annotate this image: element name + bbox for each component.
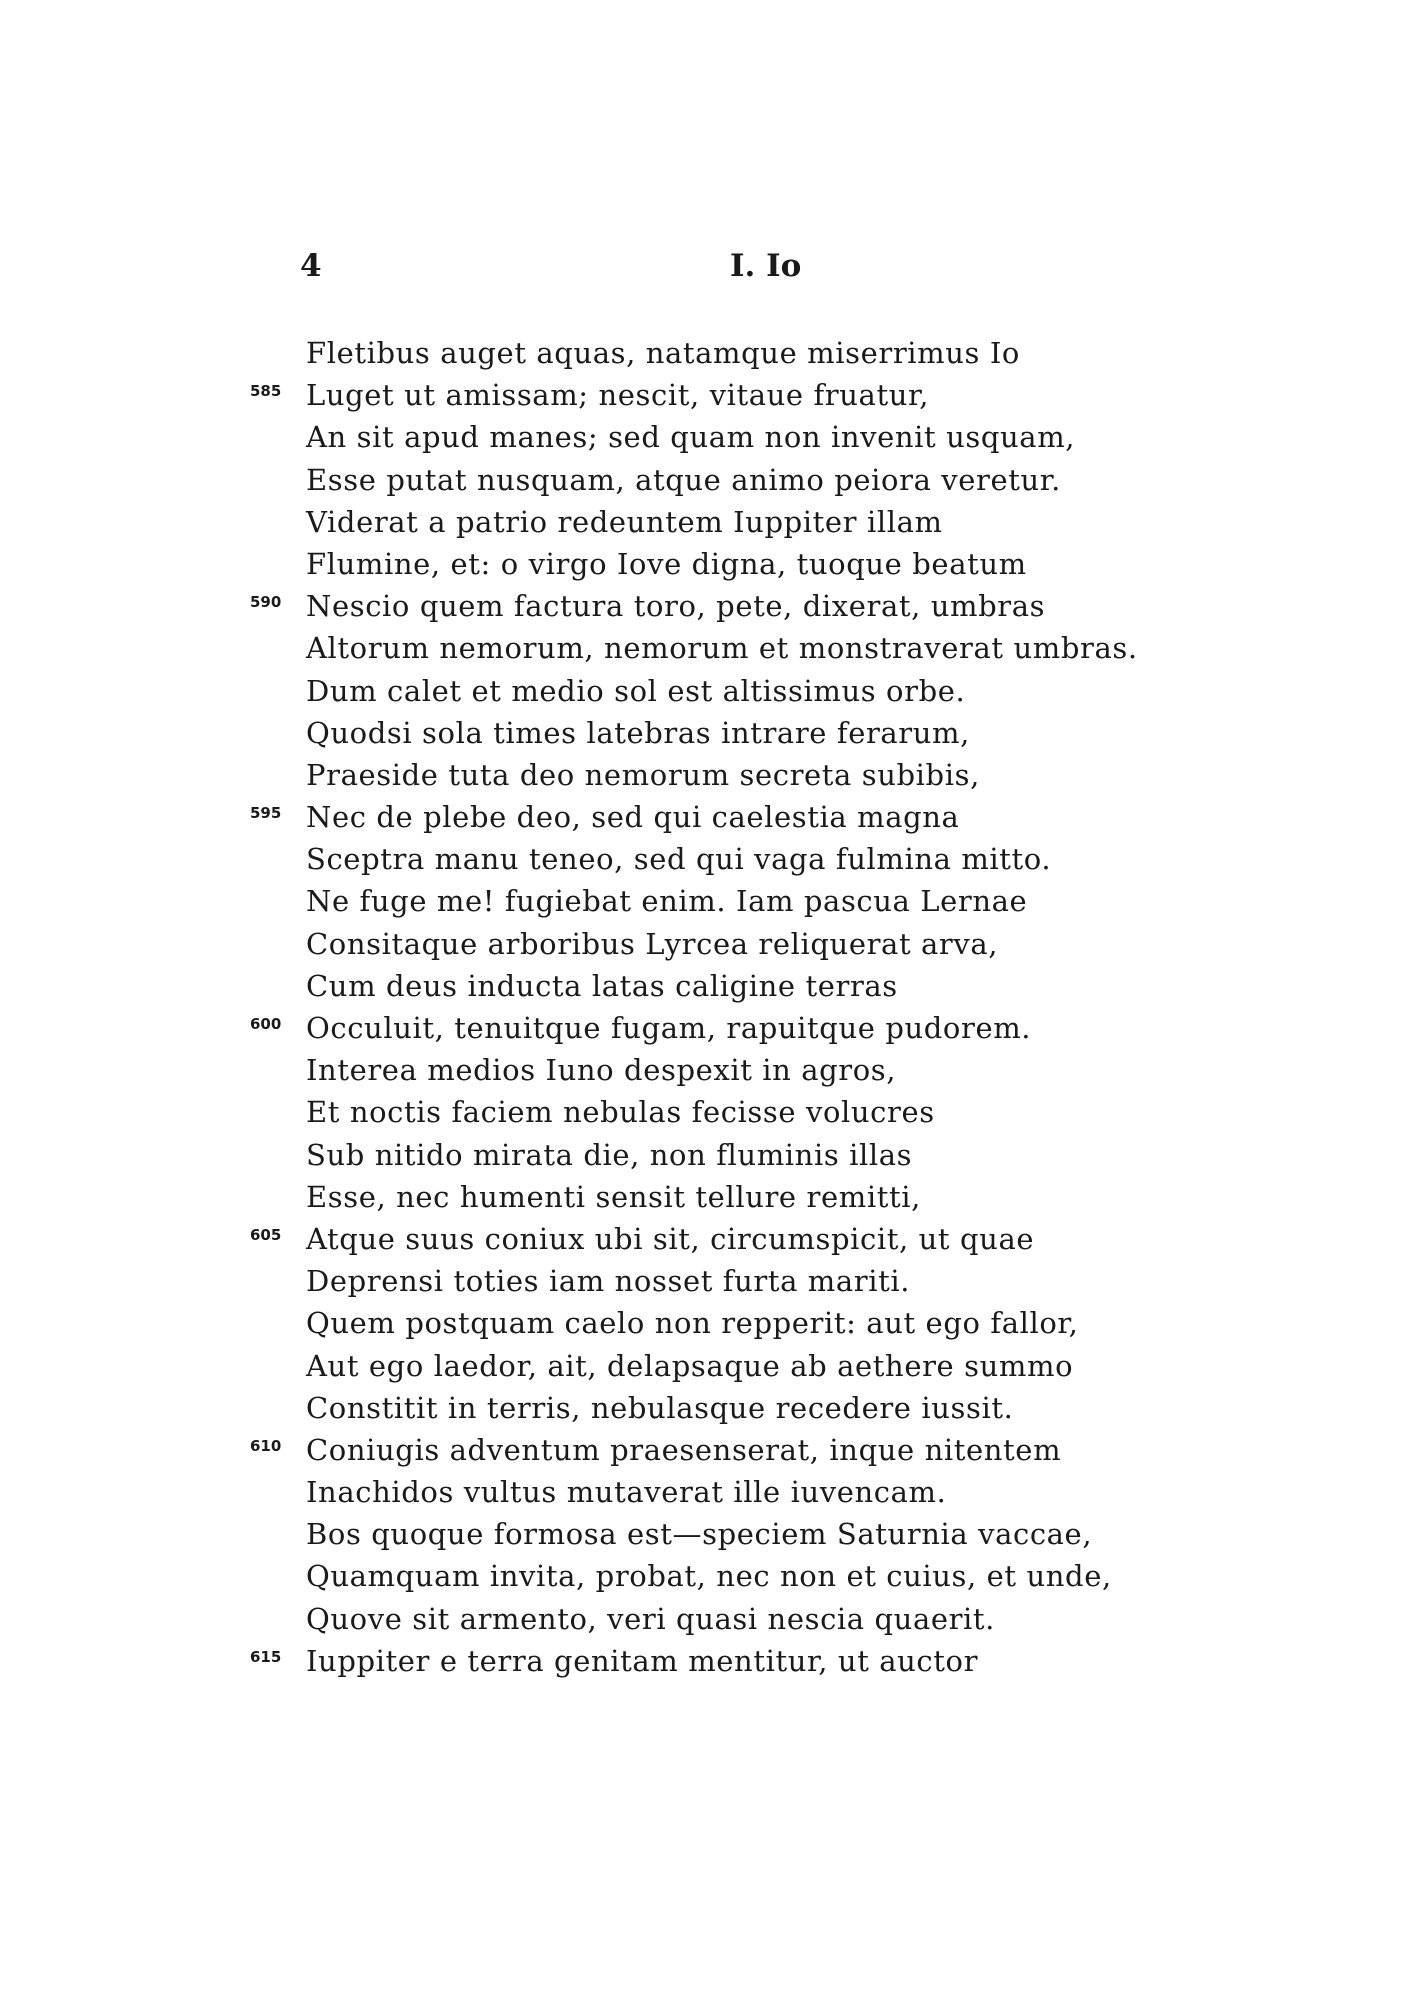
verse-list [0, 332, 1404, 1682]
page-number: 4 [300, 248, 323, 284]
verse-text: Ne fuge me! fugiebat enim. Iam pascua Lernae [306, 884, 1028, 919]
verse-line [0, 1513, 1404, 1555]
verse-line [0, 1555, 1404, 1597]
verse-line [0, 1218, 1404, 1260]
verse-text: Aut ego laedor, ait, delapsaque ab aethere summo [306, 1348, 1074, 1383]
line-number: 605 [250, 1225, 282, 1244]
verse-text: Occuluit, tenuitque fugam, rapuitque pudorem. [306, 1011, 1032, 1045]
verse-line [0, 416, 1404, 458]
verse-line [0, 1260, 1404, 1302]
verse-line [0, 1598, 1404, 1640]
verse-line [0, 1640, 1404, 1682]
verse-line [0, 627, 1404, 669]
verse-text: Nescio quem factura toro, pete, dixerat, umbras [306, 589, 1046, 624]
verse-line [0, 880, 1404, 922]
verse-text: Iuppiter e terra genitam mentitur, ut auctor [306, 1643, 979, 1678]
verse-text: Interea medios Iuno despexit in agros, [306, 1053, 897, 1088]
verse-text: Viderat a patrio redeuntem Iuppiter illam [306, 504, 943, 539]
verse-text: Coniugis adventum praesenserat, inque nitentem [306, 1432, 1062, 1467]
verse-text: Cum deus inducta latas caligine terras [306, 968, 898, 1003]
verse-text: Praeside tuta deo nemorum secreta subibis, [306, 757, 980, 792]
line-number: 615 [250, 1647, 282, 1666]
verse-text: Inachidos vultus mutaverat ille iuvencam. [306, 1475, 947, 1510]
verse-line [0, 1471, 1404, 1513]
line-number: 600 [250, 1015, 282, 1033]
verse-text: An sit apud manes; sed quam non invenit usquam, [306, 420, 1076, 455]
verse-line [0, 1049, 1404, 1091]
verse-line [0, 712, 1404, 754]
line-number: 595 [250, 804, 282, 823]
verse-text: Esse, nec humenti sensit tellure remitti, [306, 1179, 921, 1214]
verse-text: Atque suus coniux ubi sit, circumspicit, ut quae [306, 1221, 1035, 1256]
verse-line [0, 374, 1404, 416]
verse-text: Et noctis faciem nebulas fecisse volucres [306, 1095, 935, 1130]
verse-text: Luget ut amissam; nescit, vitaue fruatur, [306, 378, 930, 413]
verse-line [0, 501, 1404, 543]
line-number: 610 [250, 1436, 282, 1455]
verse-text: Bos quoque formosa est—speciem Saturnia vaccae, [306, 1517, 1093, 1552]
line-number: 585 [250, 382, 282, 401]
verse-text: Constitit in terris, nebulasque recedere iussit. [306, 1390, 1014, 1425]
verse-text: Fletibus auget aquas, natamque miserrimus Io [306, 336, 1020, 370]
verse-text: Quem postquam caelo non repperit: aut ego fallor, [306, 1306, 1079, 1341]
verse-text: Sub nitido mirata die, non fluminis illas [306, 1137, 913, 1172]
verse-line [0, 1007, 1404, 1049]
verse-text: Flumine, et: o virgo Iove digna, tuoque beatum [306, 546, 1027, 581]
verse-line [0, 1429, 1404, 1471]
line-number: 590 [250, 593, 282, 612]
verse-text: Nec de plebe deo, sed qui caelestia magna [306, 800, 960, 835]
verse-line [0, 1302, 1404, 1344]
verse-line [0, 796, 1404, 838]
verse-text: Altorum nemorum, nemorum et monstraverat umbras. [306, 631, 1138, 666]
verse-text: Deprensi toties iam nosset furta mariti. [306, 1264, 911, 1299]
verse-text: Quamquam invita, probat, nec non et cuius, et unde, [306, 1559, 1112, 1594]
verse-text: Consitaque arboribus Lyrcea reliquerat arva, [306, 926, 999, 961]
verse-line [0, 332, 1404, 374]
verse-line [0, 754, 1404, 796]
verse-line [0, 1091, 1404, 1133]
verse-line [0, 923, 1404, 965]
verse-line [0, 585, 1404, 627]
verse-line [0, 1345, 1404, 1387]
page-header [0, 248, 1404, 298]
verse-line [0, 965, 1404, 1007]
verse-line [0, 1176, 1404, 1218]
verse-text: Sceptra manu teneo, sed qui vaga fulmina mitto. [306, 842, 1052, 877]
verse-line [0, 838, 1404, 880]
verse-line [0, 1134, 1404, 1176]
verse-text: Quodsi sola times latebras intrare ferarum, [306, 715, 970, 750]
verse-line [0, 670, 1404, 712]
verse-text: Esse putat nusquam, atque animo peiora veretur. [306, 462, 1061, 497]
verse-line [0, 1387, 1404, 1429]
verse-line [0, 459, 1404, 501]
running-head: I. Io [730, 248, 802, 284]
verse-text: Quove sit armento, veri quasi nescia quaerit. [306, 1601, 996, 1636]
verse-line [0, 543, 1404, 585]
verse-text: Dum calet et medio sol est altissimus orbe. [306, 673, 966, 708]
